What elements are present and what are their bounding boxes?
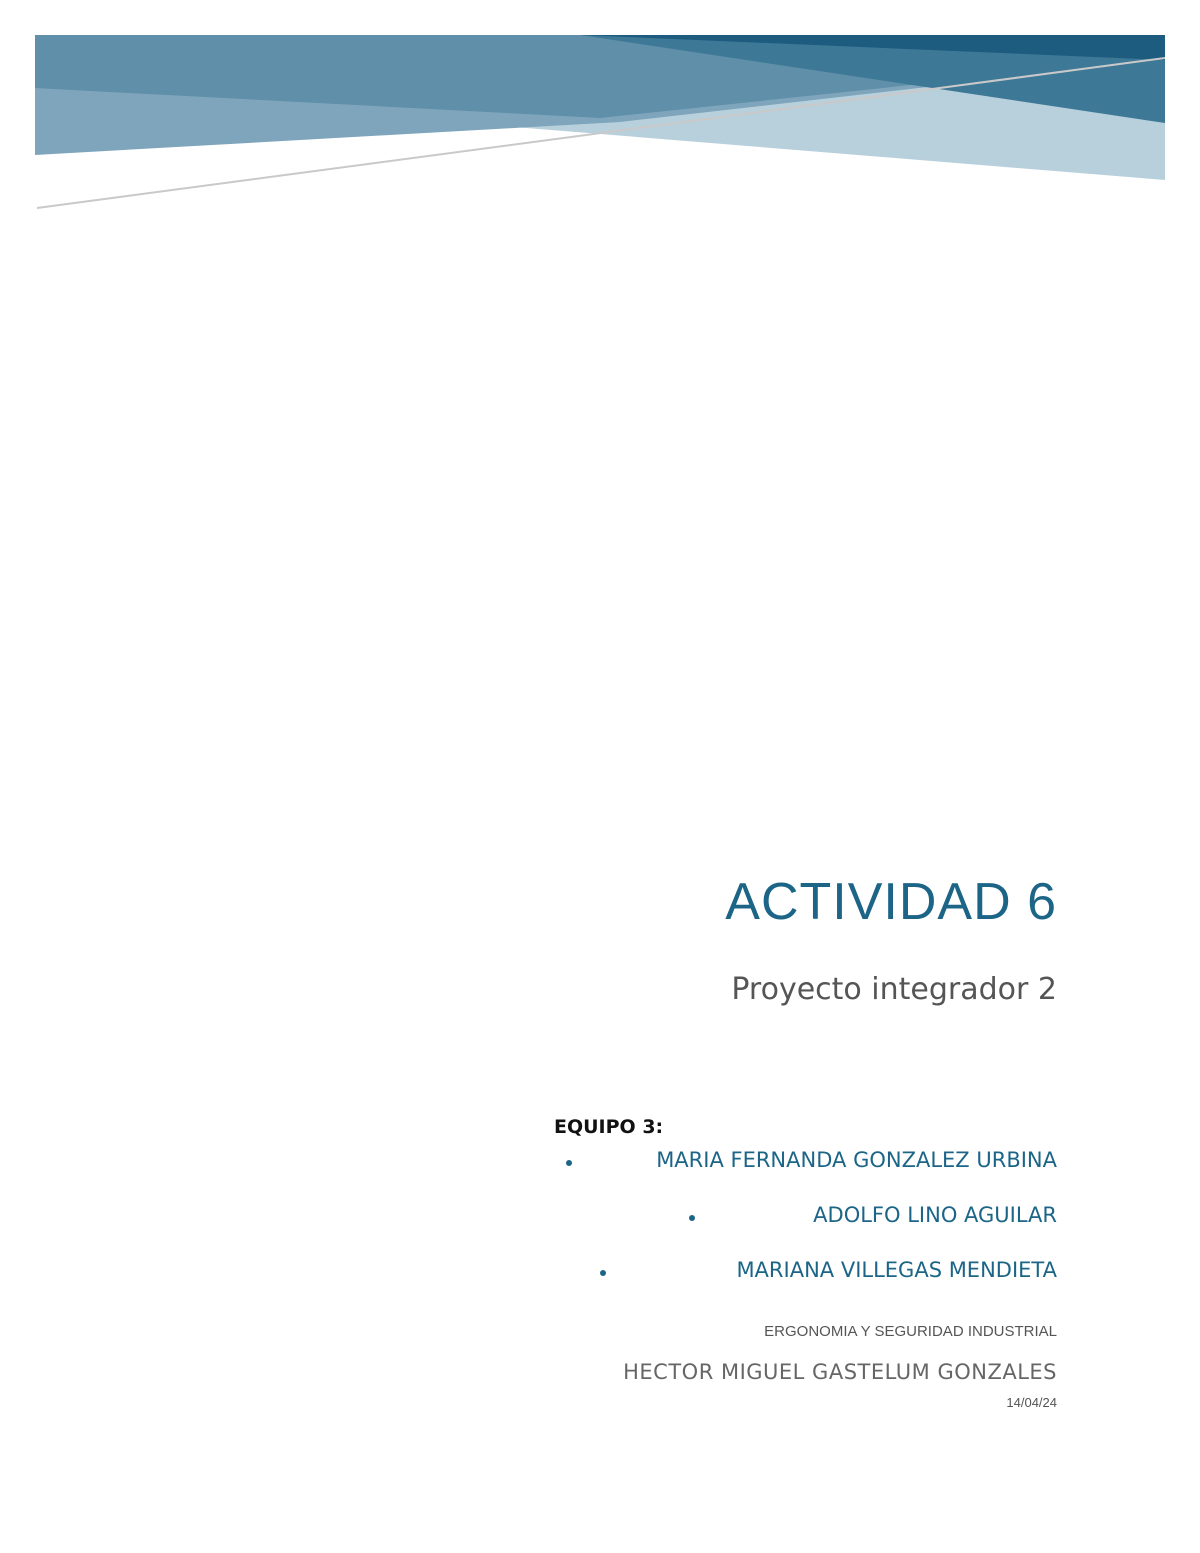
bullet-icon <box>689 1215 695 1221</box>
team-member-1: MARIA FERNANDA GONZALEZ URBINA <box>656 1148 1057 1172</box>
document-date: 14/04/24 <box>1006 1395 1057 1410</box>
bullet-icon <box>600 1270 606 1276</box>
team-member-2: ADOLFO LINO AGUILAR <box>813 1203 1057 1227</box>
team-member-3: MARIANA VILLEGAS MENDIETA <box>736 1258 1057 1282</box>
team-label: EQUIPO 3: <box>554 1116 664 1138</box>
course-name: ERGONOMIA Y SEGURIDAD INDUSTRIAL <box>764 1323 1057 1340</box>
teacher-name: HECTOR MIGUEL GASTELUM GONZALES <box>623 1360 1057 1384</box>
page-subtitle: Proyecto integrador 2 <box>731 972 1057 1007</box>
bullet-icon <box>566 1160 572 1166</box>
header-banner-graphic <box>0 0 1200 220</box>
page-title: ACTIVIDAD 6 <box>725 873 1057 931</box>
